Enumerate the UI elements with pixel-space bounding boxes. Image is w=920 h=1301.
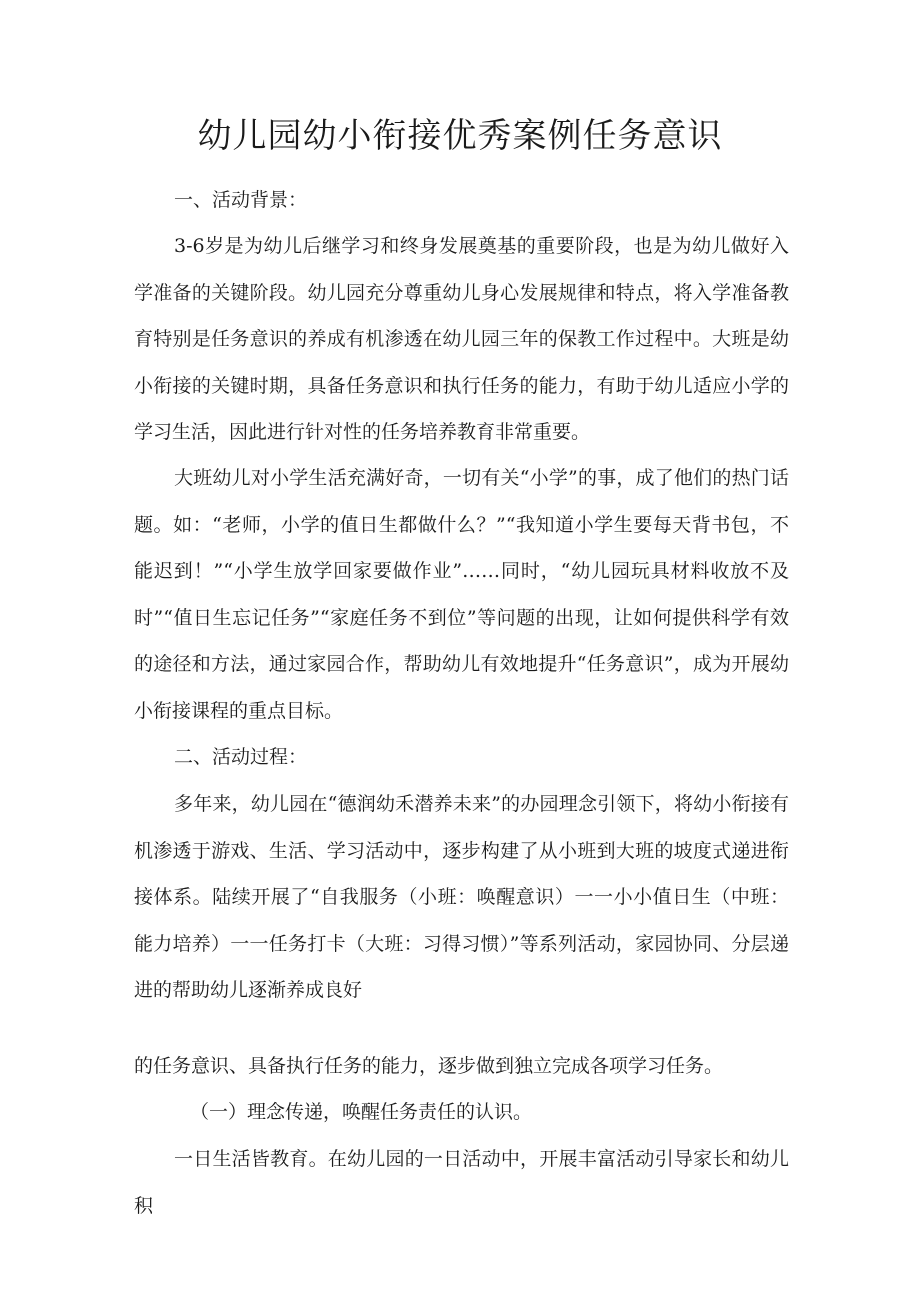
paragraph-process-continued: 的任务意识、具备执行任务的能力，逐步做到独立完成各项学习任务。	[134, 1055, 724, 1077]
subheading-concept-transmission: （一）理念传递，唤醒任务责任的认识。	[190, 1101, 533, 1123]
document-title: 幼儿园幼小衔接优秀案例任务意识	[197, 116, 723, 156]
paragraph-background-2: 大班幼儿对小学生活充满好奇，一切有关“小学”的事，成了他们的热门话题。如：“老师，小学的值日生都做什么？”“我知道小学生要每天背书包，不能迟到！”“小学生放学回家要做作业”……同时，“幼儿园玩具材料收放不及时”“值日生忘记任务”“家庭任务不到位”等问题的出现，让如何提供科学有效的途径和方法，通过家园合作，帮助幼儿有效地提升“任务意识”，成为开展幼小衔接课程的重点目标。	[134, 467, 789, 722]
paragraph-daily-life: 一日生活皆教育。在幼儿园的一日活动中，开展丰富活动引导家长和幼儿积	[134, 1148, 789, 1217]
section-heading-background: 一、活动背景：	[174, 189, 308, 211]
section-heading-process: 二、活动过程：	[174, 746, 308, 768]
paragraph-process-1: 多年来，幼儿园在“德润幼禾潜养未来”的办园理念引领下，将幼小衔接有机渗透于游戏、生活、学习活动中，逐步构建了从小班到大班的坡度式递进衔接体系。陆续开展了“自我服务（小班：唤醒意识）一一小小值日生（中班：能力培养）一一任务打卡（大班：习得习惯）”等系列活动，家园协同、分层递进的帮助幼儿逐渐养成良好	[134, 793, 789, 1001]
paragraph-background-1: 3-6岁是为幼儿后继学习和终身发展奠基的重要阶段，也是为幼儿做好入学准备的关键阶段。幼儿园充分尊重幼儿身心发展规律和特点，将入学准备教育特别是任务意识的养成有机渗透在幼儿园三年的保教工作过程中。大班是幼小衔接的关键时期，具备任务意识和执行任务的能力，有助于幼儿适应小学的学习生活，因此进行针对性的任务培养教育非常重要。	[134, 235, 789, 443]
